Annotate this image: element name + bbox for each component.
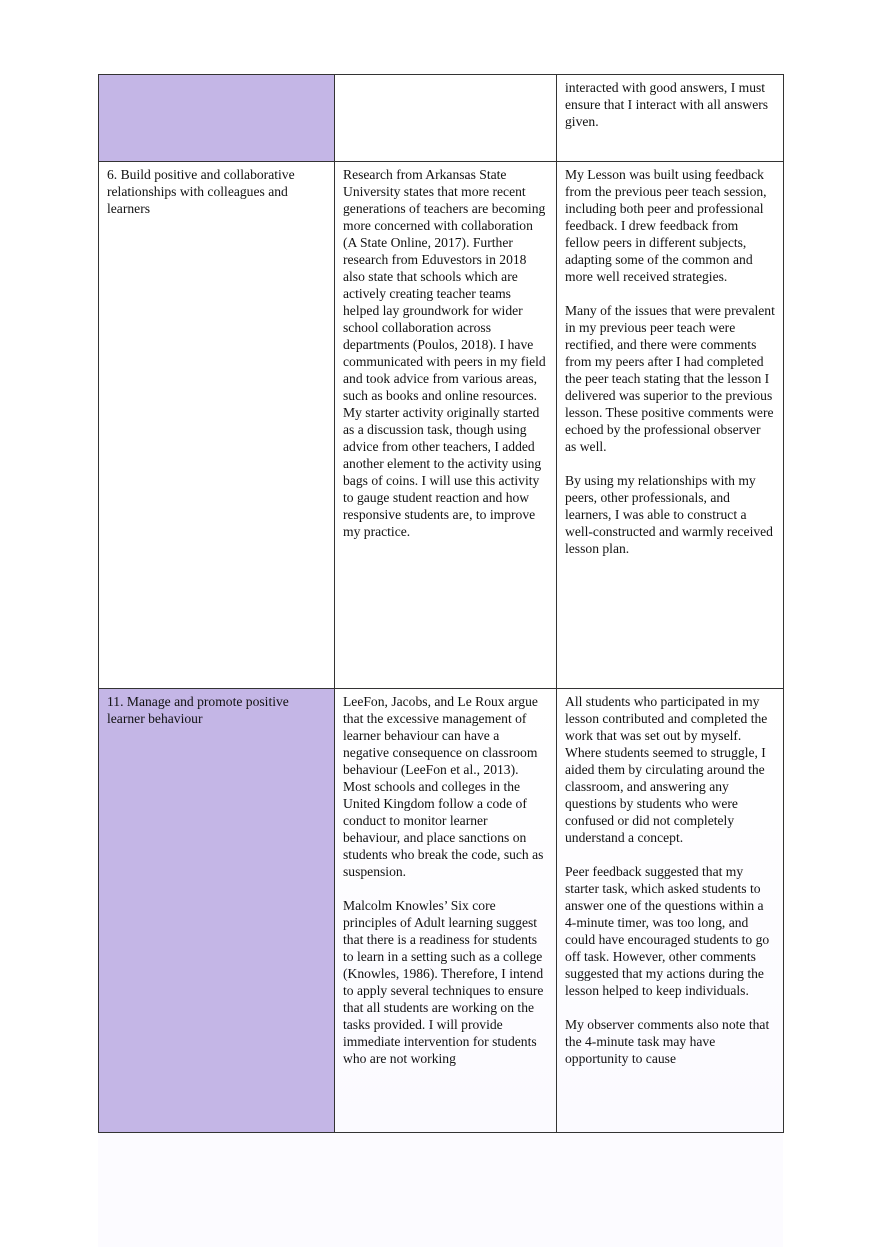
table-row xyxy=(99,162,784,689)
reflection-paragraph: Peer feedback suggested that my starter task, which asked students to answer one of the questions within a 4-minute timer, was too long, and could have encouraged students to go off task. However, other comments suggested that my actions during the lesson helped to keep individuals. xyxy=(565,864,770,998)
page-bottom-margin xyxy=(98,1133,783,1247)
research-paragraph: Research from Arkansas State University states that more recent generations of teachers are becoming more concerned with collaboration (A State Online, 2017). Further research from Eduvestors in 2018 also state that schools which are actively creating teacher teams helped lay groundwork for wider school collaboration across departments (Poulos, 2018). I have communicated with peers in my field and took advice from various areas, such as books and online resources. My starter activity originally started as a discussion task, though using advice from other teachers, I added another element to the activity using bags of coins. I will use this activity to gauge student reaction and how responsive students are, to improve my practice. xyxy=(343,167,546,539)
standard-cell xyxy=(99,162,335,689)
table-row xyxy=(99,75,784,162)
standards-reflection-table xyxy=(98,74,784,1133)
standard-cell xyxy=(99,75,335,162)
research-cell xyxy=(335,162,557,689)
standard-cell xyxy=(99,689,335,1133)
reflection-cell xyxy=(557,162,784,689)
reflection-paragraph: By using my relationships with my peers, other professionals, and learners, I was able to construct a well-constructed and warmly received lesson plan. xyxy=(565,473,773,556)
reflection-paragraph: Many of the issues that were prevalent in my previous peer teach were rectified, and there were comments from my peers after I had completed the peer teach stating that the lesson I delivered was superior to the previous lesson. These positive comments were echoed by the professional observer as well. xyxy=(565,303,775,454)
research-cell xyxy=(335,689,557,1133)
table-row xyxy=(99,689,784,1133)
standard-title: 11. Manage and promote positive learner behaviour xyxy=(107,694,289,726)
reflection-paragraph: All students who participated in my lesson contributed and completed the work that was set out by myself. Where students seemed to struggle, I aided them by circulating around the classroom, and answering any questions by students who were confused or did not completely understand a concept. xyxy=(565,694,768,845)
research-paragraph: LeeFon, Jacobs, and Le Roux argue that the excessive management of learner behaviour can have a negative consequence on classroom behaviour (LeeFon et al., 2013). Most schools and colleges in the United Kingdom follow a code of conduct to monitor learner behaviour, and place sanctions on students who break the code, such as suspension. xyxy=(343,694,544,879)
reflection-paragraph: My observer comments also note that the 4-minute task may have opportunity to cause xyxy=(565,1017,770,1066)
research-cell xyxy=(335,75,557,162)
reflection-cell xyxy=(557,75,784,162)
reflection-cell xyxy=(557,689,784,1133)
reflection-paragraph: My Lesson was built using feedback from the previous peer teach session, including both peer and professional feedback. I drew feedback from fellow peers in different subjects, adapting some of the common and more well received strategies. xyxy=(565,167,767,284)
research-paragraph: Malcolm Knowles’ Six core principles of Adult learning suggest that there is a readiness for students to learn in a setting such as a college (Knowles, 1986). Therefore, I intend to apply several techniques to ensure that all students are working on the tasks provided. I will provide immediate intervention for students who are not working xyxy=(343,898,544,1066)
reflection-paragraph: interacted with good answers, I must ensure that I interact with all answers given. xyxy=(565,80,769,129)
standard-title: 6. Build positive and collaborative relationships with colleagues and learners xyxy=(107,167,295,216)
